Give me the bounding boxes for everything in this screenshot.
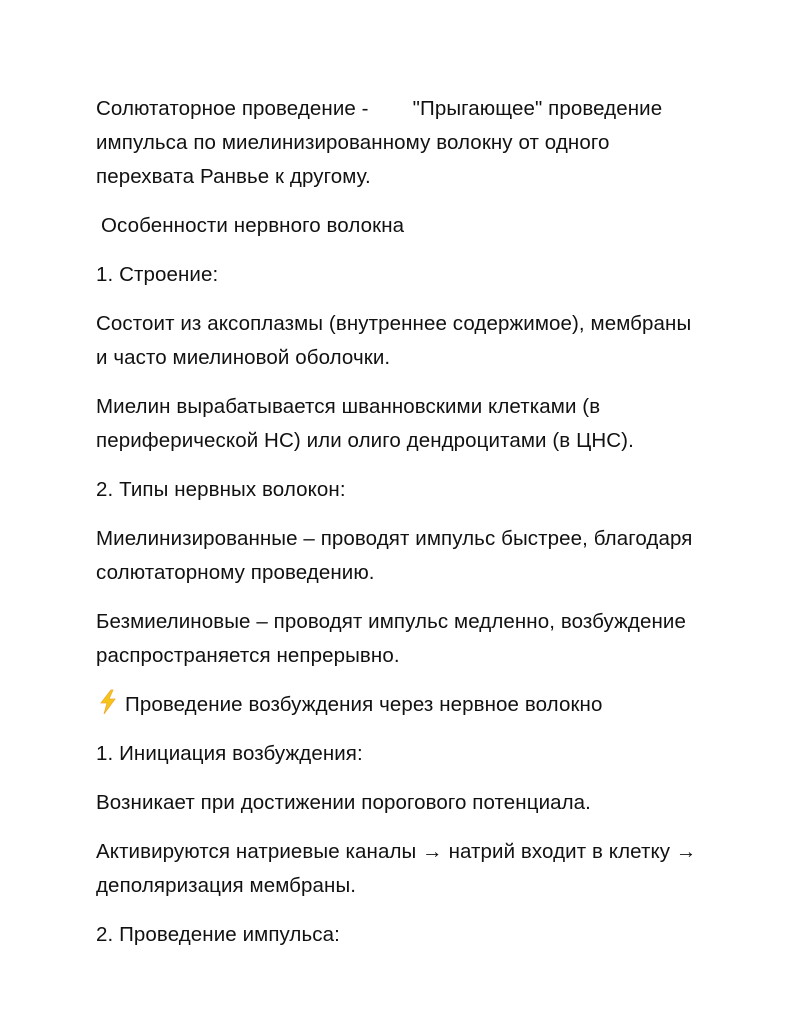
definition-term: Солютаторное проведение -: [96, 97, 369, 120]
subsection-title-impulse-conduction: 2. Проведение импульса:: [96, 923, 340, 946]
definition-paragraph: [96, 92, 704, 194]
definition-text-rest: импульса по миелинизированному волокну от одного перехвата Ранвье к другому.: [96, 131, 610, 188]
section-heading-conduction: [96, 688, 704, 722]
subsection-title-fiber-types: 2. Типы нервных волокон:: [96, 478, 346, 501]
subsection-title-initiation: 1. Инициация возбуждения:: [96, 742, 363, 765]
lightning-bolt-icon: [96, 689, 120, 715]
section-heading-features: Особенности нервного волокна: [101, 214, 405, 237]
section-heading-conduction-text: Проведение возбуждения через нервное волокно: [125, 693, 603, 716]
paragraph-sodium-channels: Активируются натриевые каналы → натрий входит в клетку → деполяризация мембраны.: [96, 840, 697, 897]
subsection-title-structure: 1. Строение:: [96, 263, 219, 286]
paragraph-threshold-potential: Возникает при достижении порогового потенциала.: [96, 791, 591, 814]
definition-text-start: "Прыгающее" проведение: [412, 97, 663, 120]
paragraph-unmyelinated-fibers: Безмиелиновые – проводят импульс медленно, возбуждение распространяется непрерывно.: [96, 610, 686, 667]
paragraph-structure-composition: Состоит из аксоплазмы (внутреннее содержимое), мембраны и часто миелиновой оболочки.: [96, 312, 692, 369]
paragraph-myelinated-fibers: Миелинизированные – проводят импульс быстрее, благодаря солютаторному проведению.: [96, 527, 693, 584]
paragraph-myelin-source: Миелин вырабатывается шванновскими клетками (в периферической НС) или олиго дендроцитами (в ЦНС).: [96, 395, 634, 452]
